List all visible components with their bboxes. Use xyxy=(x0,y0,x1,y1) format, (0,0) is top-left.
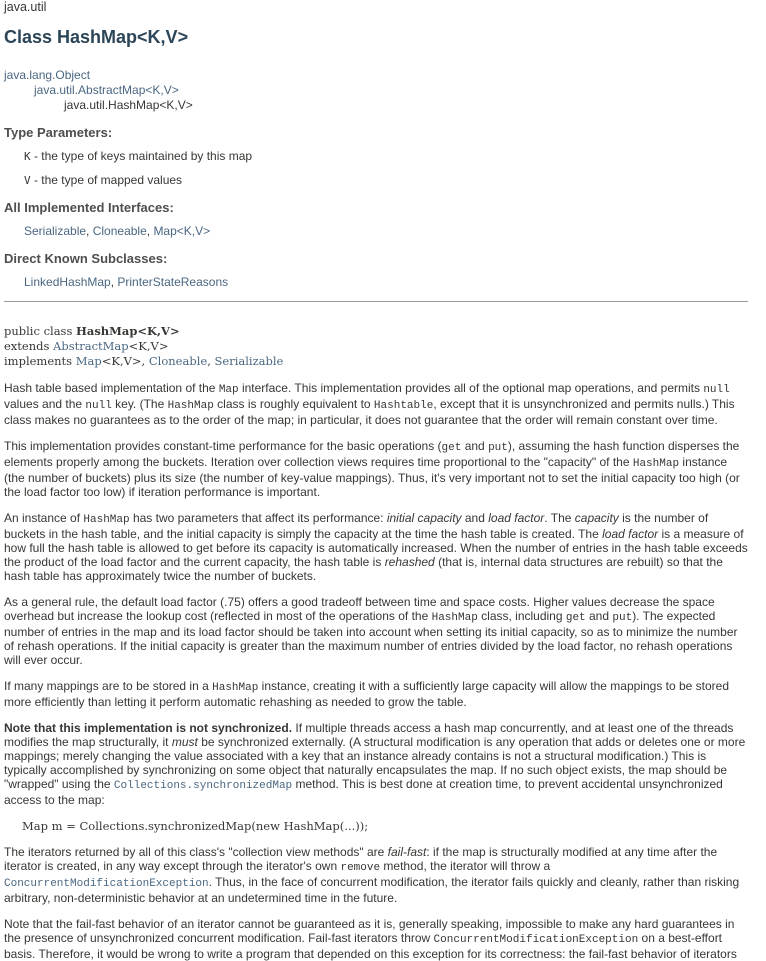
inherit-object-link[interactable]: java.lang.Object xyxy=(4,68,91,82)
type-param-v-desc: - the type of mapped values xyxy=(30,173,183,187)
inheritance-tree xyxy=(4,68,762,113)
decl-modifiers: public class xyxy=(4,324,77,338)
description-paragraph-3: An instance of HashMap has two parameters that affect its performance: initial capacity and load factor. The capacity is the number of buckets in the hash table, and the initial capacity is simply the capacity at the time the hash table is created. The load factor is a measure of how full the hash table is allowed to get before its capacity is automatically increased. When the number of entries in the hash table exceeds the product of the load factor and the current capacity, the hash table is rehashed (that is, internal data structures are rebuilt) so that the hash table has approximately twice the number of buckets. xyxy=(4,511,748,583)
subclasses-list: LinkedHashMap, PrinterStateReasons xyxy=(24,275,229,289)
decl-map-link[interactable]: Map xyxy=(75,354,102,368)
subclass-linkedhashmap-link[interactable]: LinkedHashMap xyxy=(24,275,111,289)
type-param-v-name: V xyxy=(24,174,31,187)
type-params-heading: Type Parameters: xyxy=(4,125,113,140)
package-name: java.util xyxy=(4,0,47,14)
interfaces-list: Serializable, Cloneable, Map<K,V> xyxy=(24,224,211,238)
decl-sep: , xyxy=(207,354,215,368)
decl-implements-keyword: implements xyxy=(4,354,76,368)
decl-serializable-link[interactable]: Serializable xyxy=(214,354,284,368)
description-paragraph-6: Note that this implementation is not synchronized. If multiple threads access a hash map concurrently, and at least one of the threads modifies the map structurally, it must be synchronized externally. (A structural modification is any operation that adds or deletes one or more mappings; merely changing the value associated with a key that an instance already contains is not a structural modification.) This is typically accomplished by synchronizing on some object that naturally encapsulates the map. If no such object exists, the map should be "wrapped" using the Collections.synchronizedMap method. This is best done at creation time, to prevent accidental unsynchronized access to the map: xyxy=(4,721,746,807)
decl-extends-generics: <K,V> xyxy=(128,339,169,353)
decl-extends-keyword: extends xyxy=(4,339,54,353)
description-paragraph-7: The iterators returned by all of this class's "collection view methods" are fail-fast: if the map is structurally modified at any time after the iterator is created, in any way except through the iterator's own remove method, the iterator will throw a ConcurrentModificationException. Thus, in the face of concurrent modification, the iterator fails quickly and cleanly, rather than risking arbitrary, non-deterministic behavior at an undetermined time in the future. xyxy=(4,845,740,905)
class-declaration xyxy=(4,324,762,369)
inherit-hashmap: java.util.HashMap<K,V> xyxy=(64,98,193,112)
interface-map-link[interactable]: Map<K,V> xyxy=(153,224,211,238)
type-param-k-name: K xyxy=(24,150,31,163)
inherit-abstractmap-link[interactable]: java.util.AbstractMap<K,V> xyxy=(34,83,179,97)
subclass-printerstatereasons-link[interactable]: PrinterStateReasons xyxy=(117,275,229,289)
decl-abstractmap-link[interactable]: AbstractMap xyxy=(53,339,129,353)
class-title: Class HashMap<K,V> xyxy=(4,27,189,47)
subclasses-heading: Direct Known Subclasses: xyxy=(4,251,168,266)
interface-cloneable-link[interactable]: Cloneable xyxy=(92,224,147,238)
decl-map-generics: <K,V>, xyxy=(101,354,149,368)
interfaces-heading: All Implemented Interfaces: xyxy=(4,200,174,215)
type-param-k-desc: - the type of keys maintained by this map xyxy=(30,149,253,163)
description-paragraph-1: Hash table based implementation of the Map interface. This implementation provides all of the optional map operations, and permits null values and the null key. (The HashMap class is roughly equivalent to Hashtable, except that it is unsynchronized and permits nulls.) This class makes no guarantees as to the order of the map; in particular, it does not guarantee that the order will remain constant over time. xyxy=(4,381,735,427)
synchronizedmap-link[interactable]: Collections.synchronizedMap xyxy=(113,780,293,792)
description-paragraph-8: Note that the fail-fast behavior of an iterator cannot be guaranteed as it is, generally speaking, impossible to make any hard guarantees in the presence of unsynchronized concurrent modification. Fail-fast iterators throw ConcurrentModificationException on a best-effort basis. Therefore, it would be wrong to write a program that depended on this exception for its correctness: the fail-fast behavior of iterators xyxy=(4,917,737,961)
code-example: Map m = Collections.synchronizedMap(new HashMap(...)); xyxy=(22,819,369,833)
description-paragraph-5: If many mappings are to be stored in a HashMap instance, creating it with a sufficiently large capacity will allow the mappings to be stored more efficiently than letting it perform automatic rehashing as needed to grow the table. xyxy=(4,679,730,709)
type-param-k xyxy=(4,149,762,164)
concurrentmodification-link[interactable]: ConcurrentModificationException xyxy=(4,878,209,890)
decl-class-name: HashMap<K,V> xyxy=(76,324,180,338)
interface-serializable-link[interactable]: Serializable xyxy=(24,224,87,238)
description-paragraph-2: This implementation provides constant-time performance for the basic operations (get and put), assuming the hash function disperses the elements properly among the buckets. Iteration over collection views requires time proportional to the "capacity" of the HashMap instance (the number of buckets) plus its size (the number of key-value mappings). Thus, it's very important not to set the initial capacity too high (or the load factor too low) if iteration performance is important. xyxy=(4,439,740,499)
decl-cloneable-link[interactable]: Cloneable xyxy=(148,354,208,368)
type-param-v xyxy=(4,173,762,188)
description-paragraph-4: As a general rule, the default load factor (.75) offers a good tradeoff between time and space costs. Higher values decrease the space overhead but increase the lookup cost (reflected in most of the operations of the HashMap class, including get and put). The expected number of entries in the map and its load factor should be taken into account when setting its initial capacity, so as to minimize the number of rehash operations. If the initial capacity is greater than the maximum number of entries divided by the load factor, no rehash operations will ever occur. xyxy=(4,595,738,667)
